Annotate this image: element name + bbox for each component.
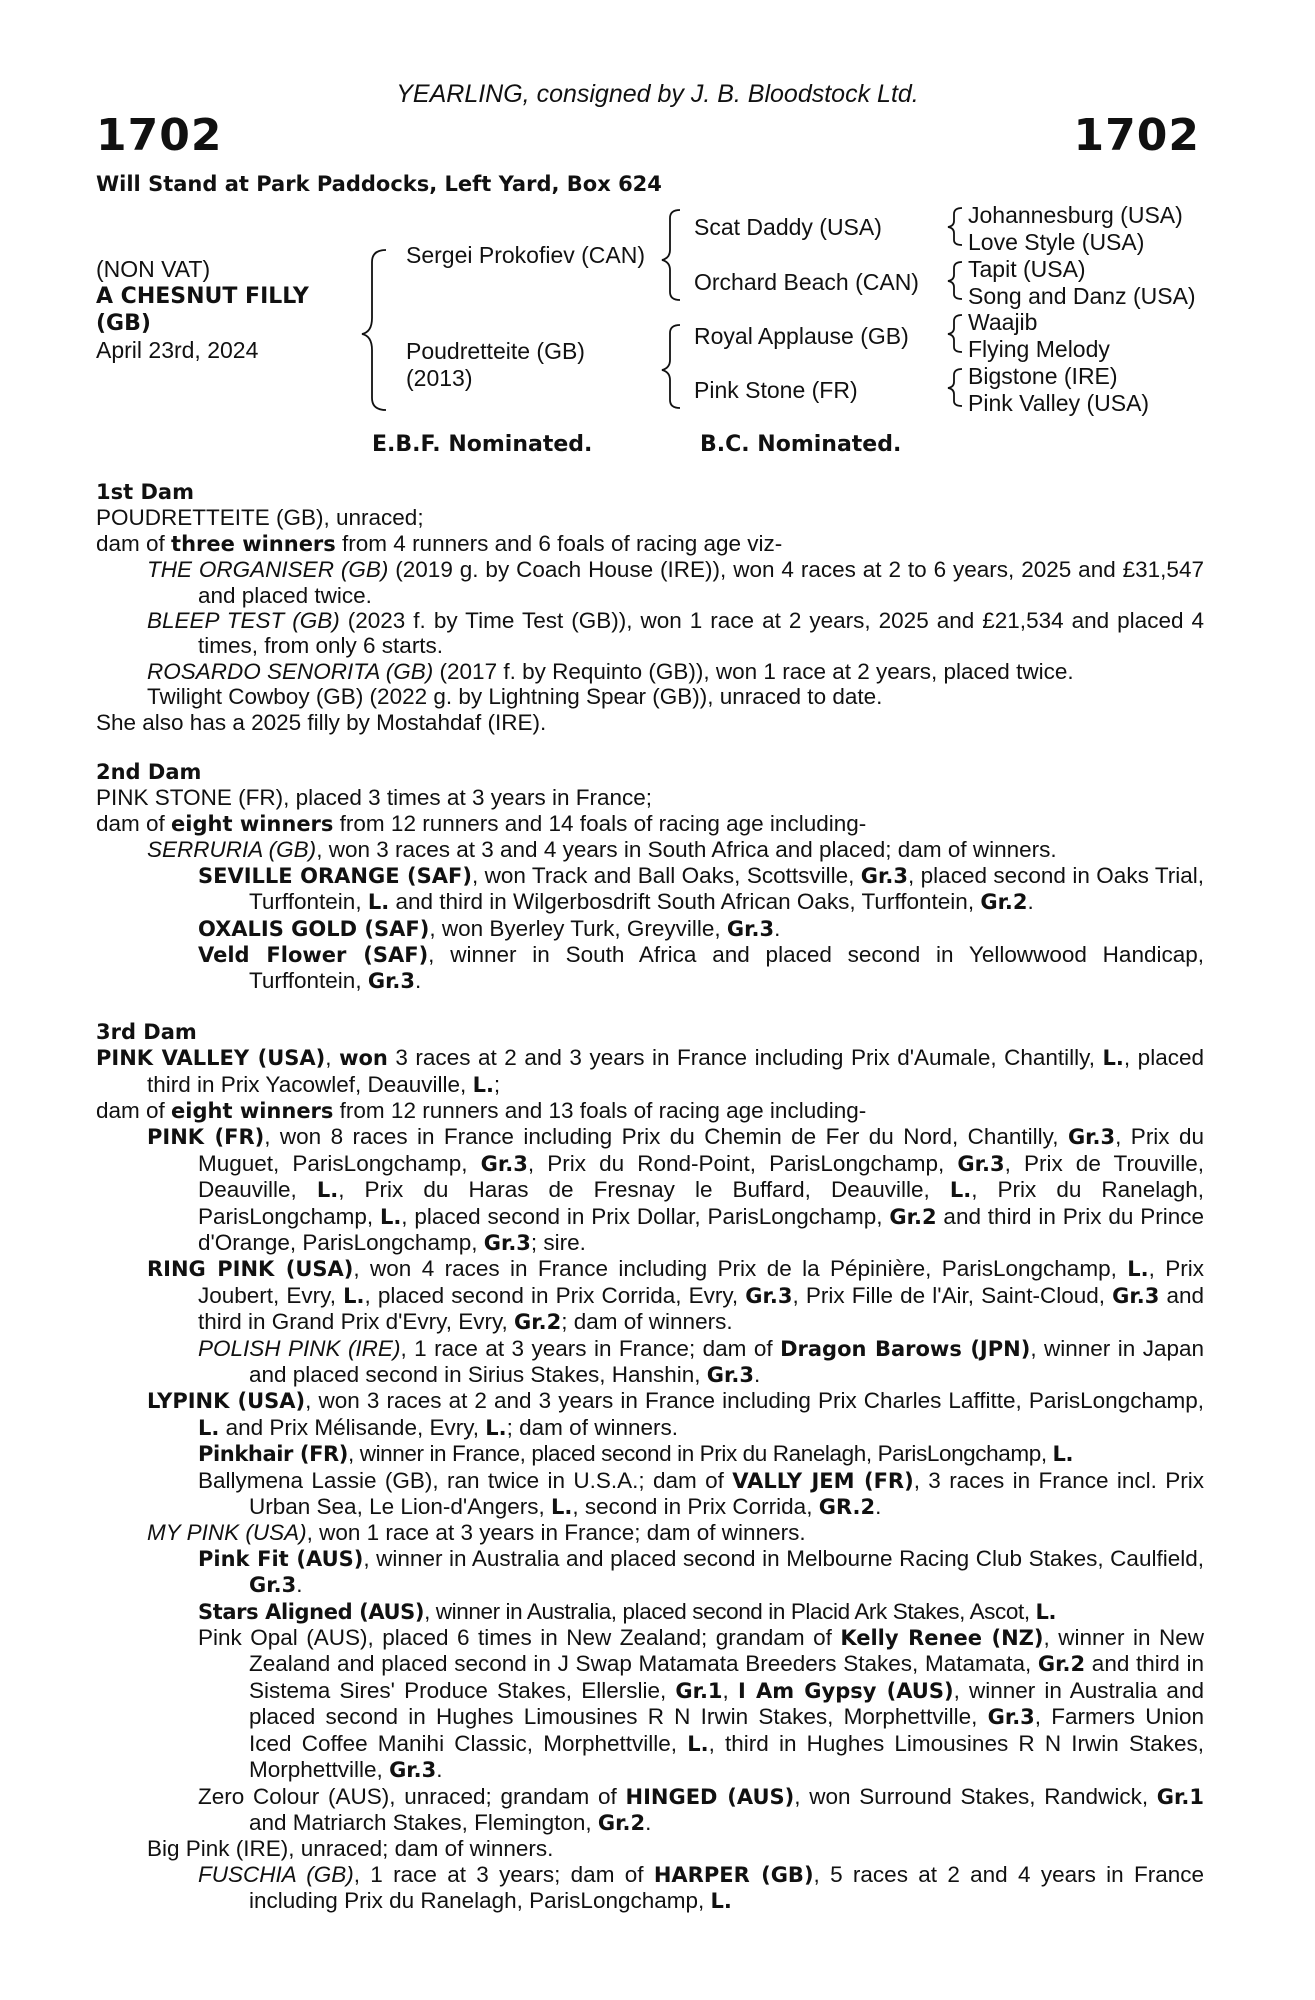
produce-item: PINK (FR), won 8 races in France including Prix du Chemin de Fer du Nord, Chantilly, Gr.3, Prix du Muguet, ParisLongchamp, Gr.3, Prix du Rond-Point, ParisLongchamp, Gr.3, Prix de Trouville, Deauville, L., Prix du Haras de Fresnay le Buffard, Deauville, L., Prix du Ranelagh, ParisLongchamp, L., placed second in Prix Dollar, ParisLongchamp, Gr.2 and third in Prix du Prince d'Orange, ParisLongchamp, Gr.3; sire. — [147, 1124, 1205, 1255]
produce-item: Pink Opal (AUS), placed 6 times in New Zealand; grandam of Kelly Renee (NZ), winner in New Zealand and placed second in J Swap Matamata Breeders Stakes, Matamata, Gr.2 and third in Sistema Sires' Produce Stakes, Ellerslie, Gr.1, I Am Gypsy (AUS), winner in Australia and placed second in Hughes Limousines R N Irwin Stakes, Morphettville, Gr.3, Farmers Union Iced Coffee Manihi Classic, Morphettville, L., third in Hughes Limousines R N Irwin Stakes, Morphettville, Gr.3. — [198, 1625, 1204, 1783]
produce-item: THE ORGANISER (GB) (2019 g. by Coach House (IRE)), won 4 races at 2 to 6 years, 2025 and £31,547 and placed twice. — [147, 557, 1204, 608]
first-dam-line: POUDRETTEITE (GB), unraced; — [96, 505, 424, 531]
lot-number-right: 1702 — [1073, 110, 1200, 161]
first-dam-summary: dam of three winners from 4 runners and 6 foals of racing age viz- — [96, 530, 783, 556]
third-dam-summary: dam of eight winners from 12 runners and 13 foals of racing age including- — [96, 1097, 867, 1123]
pedigree-dd: Pink Stone (FR) — [694, 377, 858, 403]
third-dam-line: PINK VALLEY (USA), won 3 races at 2 and 3 years in France including Prix d'Aumale, Chantilly, L., placed third in Prix Yacowlef, Deauville, L.; — [96, 1045, 1204, 1097]
pedigree-ssd: Love Style (USA) — [968, 229, 1145, 255]
stand-location: Will Stand at Park Paddocks, Left Yard, Box 624 — [96, 172, 662, 196]
pedigree-ss: Scat Daddy (USA) — [694, 214, 882, 240]
first-dam-heading: 1st Dam — [96, 480, 194, 504]
first-dam-note: She also has a 2025 filly by Mostahdaf (IRE). — [96, 709, 547, 735]
produce-item: RING PINK (USA), won 4 races in France including Prix de la Pépinière, ParisLongchamp, L., Prix Joubert, Evry, L., placed second in Prix Corrida, Evry, Gr.3, Prix Fille de l'Air, Saint-Cloud, Gr.3 and third in Grand Prix d'Evry, Evry, Gr.2; dam of winners. — [147, 1256, 1204, 1335]
produce-item: MY PINK (USA), won 1 race at 3 years in France; dam of winners. — [147, 1520, 806, 1546]
horse-country: (GB) — [96, 311, 151, 336]
produce-item: Big Pink (IRE), unraced; dam of winners. — [147, 1836, 554, 1862]
pedigree-dss: Waajib — [968, 309, 1038, 335]
pedigree-dsd: Flying Melody — [968, 336, 1110, 362]
produce-item: BLEEP TEST (GB) (2023 f. by Time Test (GB)), won 1 race at 2 years, 2025 and £21,534 and placed 4 times, from only 6 starts. — [147, 608, 1204, 659]
second-dam-summary: dam of eight winners from 12 runners and 14 foals of racing age including- — [96, 810, 867, 836]
pedigree-sss: Johannesburg (USA) — [968, 202, 1183, 228]
produce-item: SEVILLE ORANGE (SAF), won Track and Ball Oaks, Scottsville, Gr.3, placed second in Oaks Trial, Turffontein, L. and third in Wilgerbosdrift South African Oaks, Turffontein, Gr.2. — [198, 862, 1204, 915]
produce-item: Stars Aligned (AUS), winner in Australia, placed second in Placid Ark Stakes, Ascot, L. — [198, 1598, 1057, 1624]
pedigree-sds: Tapit (USA) — [968, 256, 1086, 282]
pedigree-dam-year: (2013) — [406, 365, 473, 391]
produce-item: Ballymena Lassie (GB), ran twice in U.S.A.; dam of VALLY JEM (FR), 3 races in France incl. Prix Urban Sea, Le Lion-d'Angers, L., second in Prix Corrida, GR.2. — [198, 1467, 1204, 1520]
pedigree-sdd: Song and Danz (USA) — [968, 283, 1196, 309]
produce-item: LYPINK (USA), won 3 races at 2 and 3 years in France including Prix Charles Laffitte, ParisLongchamp, L. and Prix Mélisande, Evry, L.; dam of winners. — [147, 1388, 1204, 1440]
ebf-nominated: E.B.F. Nominated. — [372, 432, 593, 457]
pedigree-sd: Orchard Beach (CAN) — [694, 269, 919, 295]
pedigree-dds: Bigstone (IRE) — [968, 363, 1118, 389]
vat-status: (NON VAT) — [96, 256, 211, 282]
consignor-line: YEARLING, consigned by J. B. Bloodstock Ltd. — [396, 80, 919, 108]
produce-item: Twilight Cowboy (GB) (2022 g. by Lightning Spear (GB)), unraced to date. — [147, 684, 883, 710]
produce-item: FUSCHIA (GB), 1 race at 3 years; dam of HARPER (GB), 5 races at 2 and 4 years in France including Prix du Ranelagh, ParisLongchamp, L. — [198, 1861, 1205, 1914]
bc-nominated: B.C. Nominated. — [700, 432, 902, 457]
produce-item: POLISH PINK (IRE), 1 race at 3 years in France; dam of Dragon Barows (JPN), winner in Japan and placed second in Sirius Stakes, Hanshin, Gr.3. — [198, 1335, 1205, 1387]
produce-item: SERRURIA (GB), won 3 races at 3 and 4 years in South Africa and placed; dam of winners. — [147, 837, 1057, 863]
produce-item: Veld Flower (SAF), winner in South Africa and placed second in Yellowwood Handicap, Turffontein, Gr.3. — [198, 941, 1204, 994]
pedigree-ddd: Pink Valley (USA) — [968, 390, 1150, 416]
produce-item: Pink Fit (AUS), winner in Australia and placed second in Melbourne Racing Club Stakes, Caulfield, Gr.3. — [198, 1545, 1204, 1598]
dam-details — [96, 480, 1204, 1915]
lot-number-left: 1702 — [96, 110, 223, 161]
produce-item: Zero Colour (AUS), unraced; grandam of HINGED (AUS), won Surround Stakes, Randwick, Gr.1 and Matriarch Stakes, Flemington, Gr.2. — [198, 1783, 1204, 1835]
second-dam-line: PINK STONE (FR), placed 3 times at 3 years in France; — [96, 785, 653, 811]
pedigree-ds: Royal Applause (GB) — [694, 323, 909, 349]
pedigree-sire: Sergei Prokofiev (CAN) — [406, 242, 646, 268]
horse-name: A CHESNUT FILLY — [96, 284, 309, 309]
produce-item: OXALIS GOLD (SAF), won Byerley Turk, Greyville, Gr.3. — [198, 915, 781, 941]
third-dam-heading: 3rd Dam — [96, 1019, 197, 1044]
second-dam-heading: 2nd Dam — [96, 760, 202, 785]
produce-item: Pinkhair (FR), winner in France, placed second in Prix du Ranelagh, ParisLongchamp, L. — [198, 1441, 1074, 1467]
produce-item: ROSARDO SENORITA (GB) (2017 f. by Requinto (GB)), won 1 race at 2 years, placed twice. — [147, 658, 1074, 684]
pedigree-dam — [406, 338, 585, 392]
pedigree-dam-name: Poudretteite (GB) — [406, 338, 585, 364]
horse-dob: April 23rd, 2024 — [96, 337, 259, 363]
